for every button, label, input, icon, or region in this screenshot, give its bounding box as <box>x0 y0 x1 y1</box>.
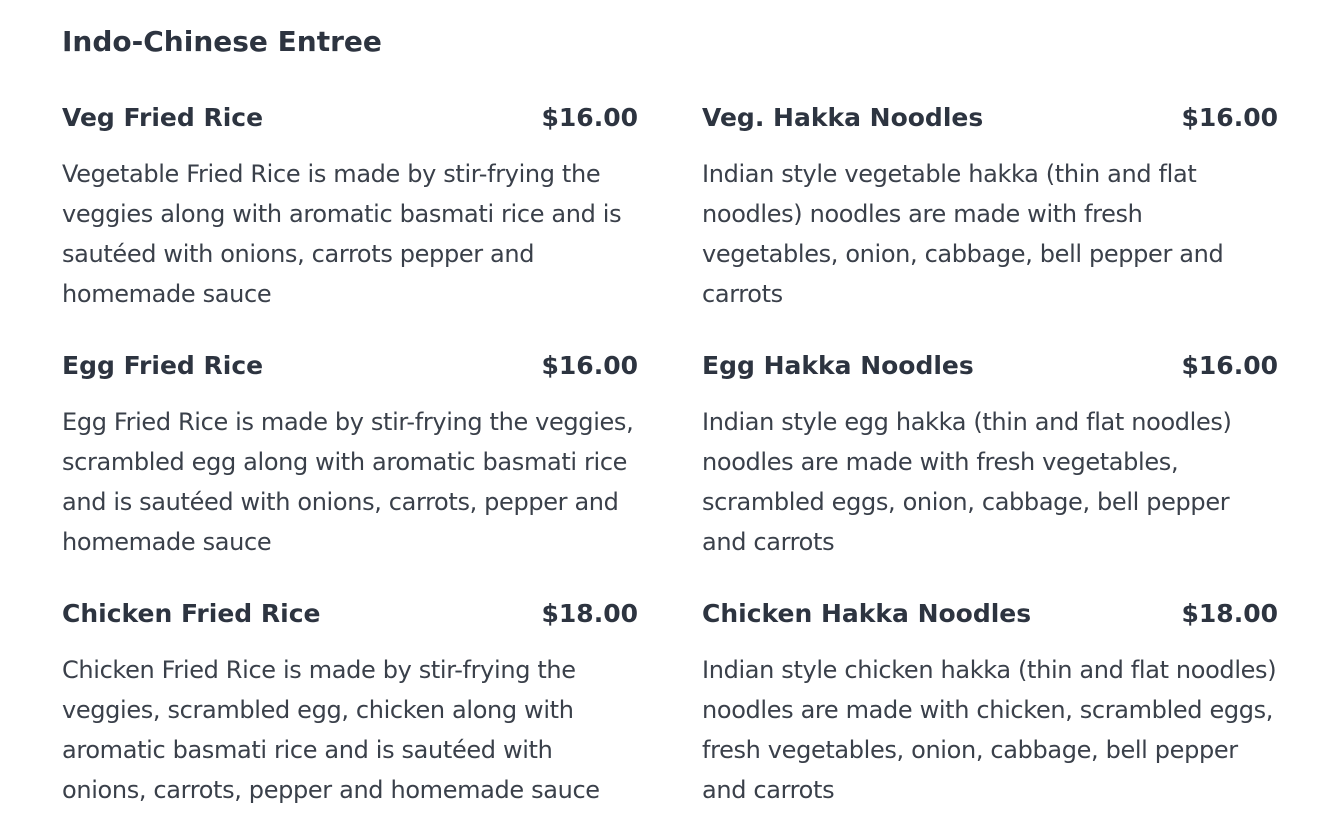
menu-item-description: Vegetable Fried Rice is made by stir-frying the veggies along with aromatic basmati rice and is sautéed with onions, carrots pepper and homemade sauce <box>62 160 622 308</box>
menu-item-header <box>702 594 1278 634</box>
menu-item-chicken-hakka-noodles[interactable] <box>702 594 1278 810</box>
menu-item-name: Veg. Hakka Noodles <box>702 103 984 132</box>
menu-item-name: Chicken Fried Rice <box>62 599 321 628</box>
menu-item-description: Indian style egg hakka (thin and flat noodles) noodles are made with fresh vegetables, scrambled eggs, onion, cabbage, bell pepper and carrots <box>702 408 1232 556</box>
menu-item-header <box>62 98 638 138</box>
menu-item-description: Chicken Fried Rice is made by stir-frying the veggies, scrambled egg, chicken along with aromatic basmati rice and is sautéed with onions, carrots, pepper and homemade sauce <box>62 656 600 804</box>
section-title: Indo-Chinese Entree <box>62 25 382 58</box>
menu-item-name: Egg Fried Rice <box>62 351 264 380</box>
menu-item-description: Egg Fried Rice is made by stir-frying the veggies, scrambled egg along with aromatic basmati rice and is sautéed with onions, carrots, pepper and homemade sauce <box>62 408 634 556</box>
menu-item-veg-fried-rice[interactable] <box>62 98 638 314</box>
menu-item-price: $16.00 <box>1181 351 1278 380</box>
menu-item-header <box>702 98 1278 138</box>
menu-item-egg-hakka-noodles[interactable] <box>702 346 1278 562</box>
menu-item-name: Egg Hakka Noodles <box>702 351 974 380</box>
menu-item-price: $16.00 <box>541 351 638 380</box>
menu-item-price: $18.00 <box>1181 599 1278 628</box>
menu-item-chicken-fried-rice[interactable] <box>62 594 638 810</box>
menu-item-price: $16.00 <box>1181 103 1278 132</box>
menu-item-description: Indian style chicken hakka (thin and flat noodles) noodles are made with chicken, scrambled eggs, fresh vegetables, onion, cabbage, bell pepper and carrots <box>702 656 1277 804</box>
menu-item-header <box>62 594 638 634</box>
menu-item-name: Chicken Hakka Noodles <box>702 599 1032 628</box>
menu-item-header <box>702 346 1278 386</box>
menu-item-egg-fried-rice[interactable] <box>62 346 638 562</box>
menu-item-description: Indian style vegetable hakka (thin and flat noodles) noodles are made with fresh vegetables, onion, cabbage, bell pepper and carrots <box>702 160 1224 308</box>
menu-item-price: $16.00 <box>541 103 638 132</box>
menu-item-name: Veg Fried Rice <box>62 103 264 132</box>
menu-item-header <box>62 346 638 386</box>
menu-item-veg-hakka-noodles[interactable] <box>702 98 1278 314</box>
menu-item-price: $18.00 <box>541 599 638 628</box>
